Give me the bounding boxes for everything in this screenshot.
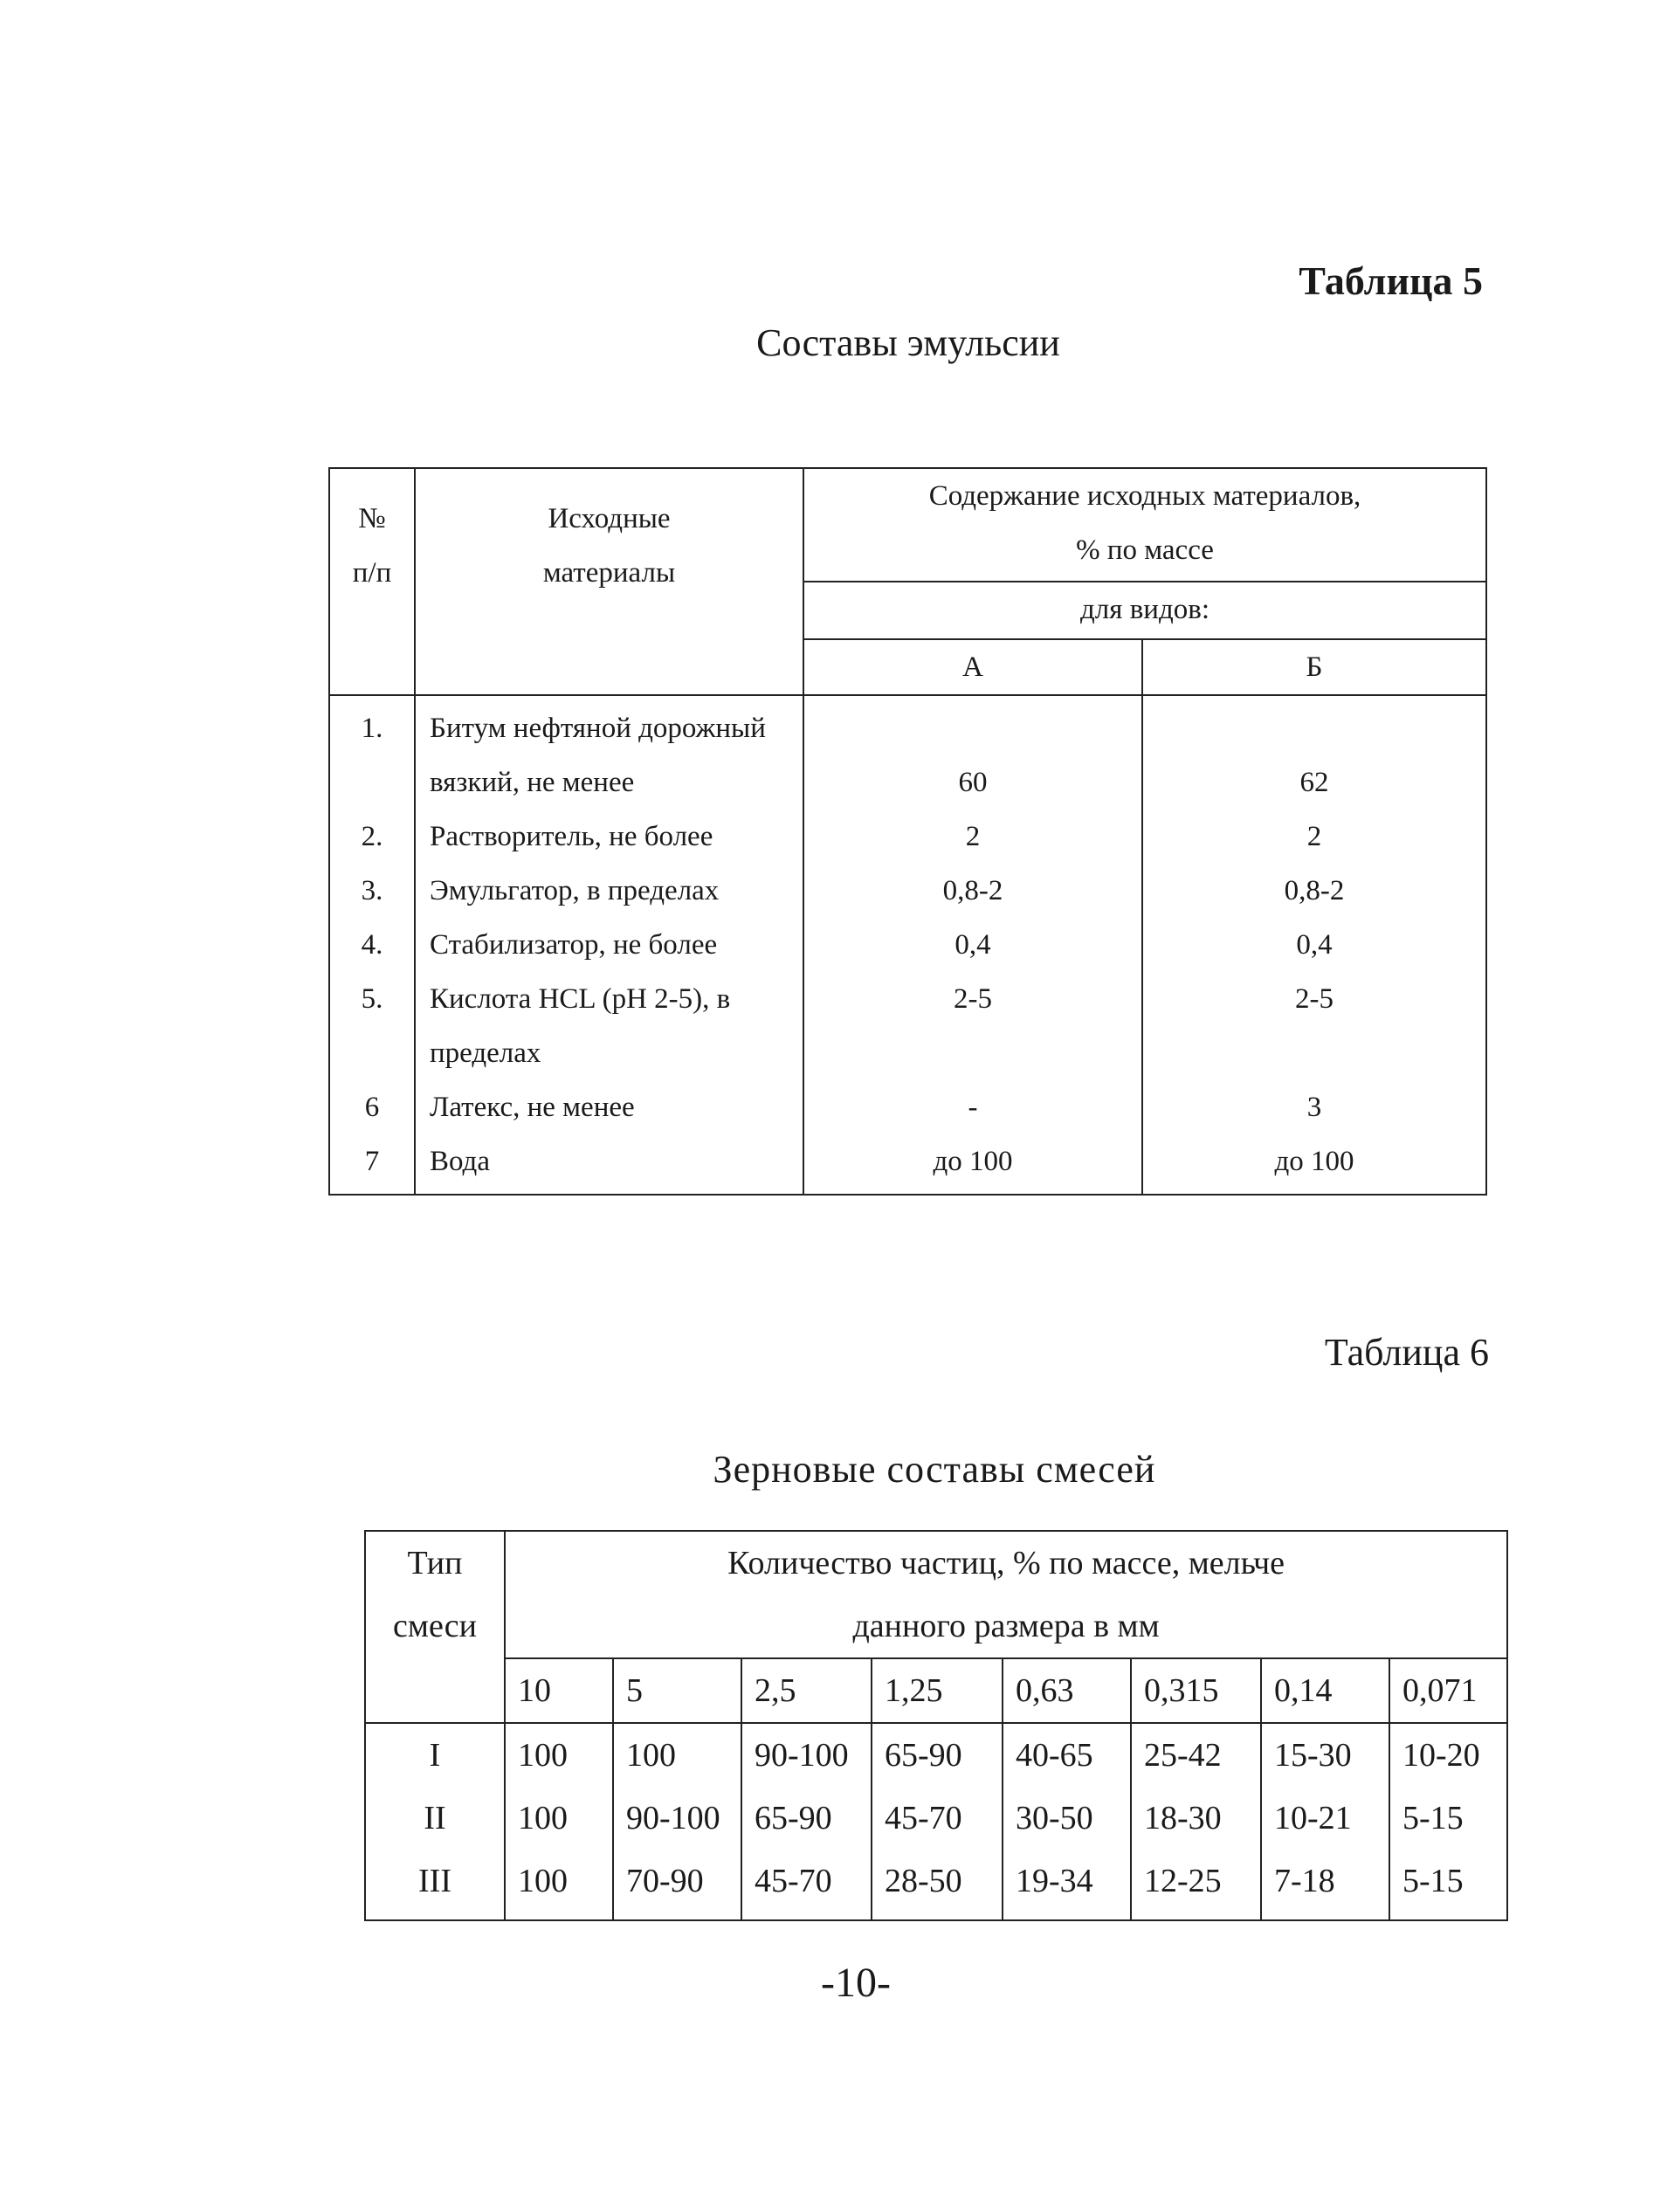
col-size-2-5	[741, 1723, 872, 1920]
size-header	[1389, 1658, 1507, 1723]
size-header	[1131, 1658, 1261, 1723]
size-label: 2,5	[755, 1672, 796, 1709]
grain-value: 65-90	[755, 1800, 832, 1836]
table5-label: Таблица 5	[1299, 258, 1483, 303]
header-particles-cell	[505, 1531, 1507, 1658]
type-a-value: 0,8-2	[942, 875, 1003, 906]
size-label: 0,071	[1402, 1672, 1478, 1709]
header-content-cell	[803, 468, 1486, 582]
material-name: Стабилизатор, не более	[430, 929, 718, 961]
header-particles-line: Количество частиц, % по массе, мельче	[727, 1545, 1285, 1581]
grain-value: 25-42	[1144, 1737, 1222, 1774]
type-b-value: до 100	[1274, 1146, 1354, 1177]
row-number: 2.	[361, 821, 383, 852]
material-name: Латекс, не менее	[430, 1092, 635, 1123]
mix-type: II	[424, 1800, 446, 1836]
header-type-b-label: Б	[1306, 651, 1323, 683]
header-types-cell	[803, 582, 1486, 639]
grain-value: 19-34	[1016, 1863, 1093, 1899]
size-label: 10	[518, 1672, 551, 1709]
col-mix-types	[365, 1723, 505, 1920]
header-materials-cell	[415, 468, 803, 695]
material-name: пределах	[430, 1037, 541, 1069]
grain-value: 10-21	[1274, 1800, 1352, 1836]
grain-value: 70-90	[626, 1863, 704, 1899]
grain-value: 40-65	[1016, 1737, 1093, 1774]
page-number: -10-	[821, 1960, 891, 2006]
row-number: 5.	[361, 983, 383, 1015]
grain-value: 12-25	[1144, 1863, 1222, 1899]
header-materials-line: Исходные	[548, 503, 671, 534]
size-label: 0,315	[1144, 1672, 1219, 1709]
header-materials-line: материалы	[542, 557, 676, 589]
type-b-value: 2	[1306, 821, 1322, 852]
type-a-value: -	[968, 1092, 978, 1123]
col-size-0-315	[1131, 1723, 1261, 1920]
col-size-10	[505, 1723, 613, 1920]
col-size-5	[613, 1723, 741, 1920]
row-number	[330, 755, 414, 810]
header-particles-line: данного размера в мм	[852, 1608, 1160, 1644]
size-label: 0,63	[1016, 1672, 1074, 1709]
type-a-value: до 100	[933, 1146, 1013, 1177]
material-name: Вода	[430, 1146, 490, 1177]
type-a-value	[804, 1026, 1141, 1080]
type-a-value: 2	[965, 821, 981, 852]
row-number: 7	[364, 1146, 380, 1177]
size-header	[613, 1658, 741, 1723]
type-b-value: 62	[1299, 767, 1329, 798]
grain-value: 65-90	[885, 1737, 962, 1774]
size-label: 1,25	[885, 1672, 943, 1709]
grain-value: 90-100	[626, 1800, 720, 1836]
grain-value: 7-18	[1274, 1863, 1335, 1899]
grain-value: 45-70	[755, 1863, 832, 1899]
grain-value: 15-30	[1274, 1737, 1352, 1774]
grain-value: 90-100	[755, 1737, 849, 1774]
material-name: Эмульгатор, в пределах	[430, 875, 720, 906]
size-label: 5	[626, 1672, 643, 1709]
grain-value: 100	[518, 1737, 568, 1774]
row-number: 4.	[361, 929, 383, 961]
row-number: 1.	[361, 713, 383, 744]
size-header	[872, 1658, 1003, 1723]
material-name: Растворитель, не более	[430, 821, 713, 852]
row-number	[330, 1026, 414, 1080]
type-a-value: 60	[958, 767, 988, 798]
material-name: Битум нефтяной дорожный	[430, 713, 766, 744]
table6-label: Таблица 6	[1324, 1331, 1489, 1374]
header-content-line: % по массе	[1076, 534, 1214, 566]
grain-value: 45-70	[885, 1800, 962, 1836]
row-number: 3.	[361, 875, 383, 906]
header-types-label: для видов:	[1080, 594, 1209, 625]
header-num-line: №	[358, 503, 386, 534]
type-b-value: 0,8-2	[1284, 875, 1345, 906]
header-content-line: Содержание исходных материалов,	[928, 480, 1361, 512]
header-type-a-label: А	[962, 651, 983, 683]
grain-value: 5-15	[1402, 1863, 1464, 1899]
emulsion-composition-table	[328, 467, 1487, 1196]
type-a-value: 2-5	[954, 983, 992, 1015]
size-label: 0,14	[1274, 1672, 1333, 1709]
grain-value: 28-50	[885, 1863, 962, 1899]
type-b-value: 0,4	[1296, 929, 1333, 961]
mix-type: I	[429, 1737, 441, 1774]
size-header	[1003, 1658, 1131, 1723]
header-num-line: п/п	[352, 557, 392, 589]
col-size-1-25	[872, 1723, 1003, 1920]
col-material-name	[415, 695, 803, 1195]
row-number: 6	[364, 1092, 380, 1123]
material-name: Кислота HCL (pH 2-5), в	[430, 983, 731, 1015]
table5-title: Составы эмульсии	[756, 321, 1060, 364]
col-size-0-14	[1261, 1723, 1389, 1920]
type-a-value	[804, 701, 1141, 755]
material-name: вязкий, не менее	[430, 767, 635, 798]
header-mix-type-line: смеси	[393, 1608, 477, 1644]
header-mix-type-line: Тип	[407, 1545, 463, 1581]
col-size-0-63	[1003, 1723, 1131, 1920]
col-type-b-values	[1142, 695, 1486, 1195]
grain-value: 100	[518, 1800, 568, 1836]
grain-value: 100	[626, 1737, 676, 1774]
mix-type: III	[418, 1863, 451, 1899]
size-header	[741, 1658, 872, 1723]
grain-value: 5-15	[1402, 1800, 1464, 1836]
type-b-value	[1143, 1026, 1485, 1080]
size-header	[505, 1658, 613, 1723]
size-header	[1261, 1658, 1389, 1723]
table6-title: Зерновые составы смесей	[713, 1448, 1156, 1491]
grain-value: 30-50	[1016, 1800, 1093, 1836]
header-mix-type-cell	[365, 1531, 505, 1723]
col-size-0-071	[1389, 1723, 1507, 1920]
grain-value: 100	[518, 1863, 568, 1899]
col-num	[329, 695, 415, 1195]
grain-composition-table	[364, 1530, 1508, 1921]
grain-value: 10-20	[1402, 1737, 1480, 1774]
header-num-cell	[329, 468, 415, 695]
type-b-value: 3	[1306, 1092, 1322, 1123]
type-a-value: 0,4	[954, 929, 991, 961]
header-type-a	[803, 639, 1142, 695]
type-b-value	[1143, 701, 1485, 755]
grain-value: 18-30	[1144, 1800, 1222, 1836]
col-type-a-values	[803, 695, 1142, 1195]
type-b-value: 2-5	[1295, 983, 1334, 1015]
header-type-b	[1142, 639, 1486, 695]
